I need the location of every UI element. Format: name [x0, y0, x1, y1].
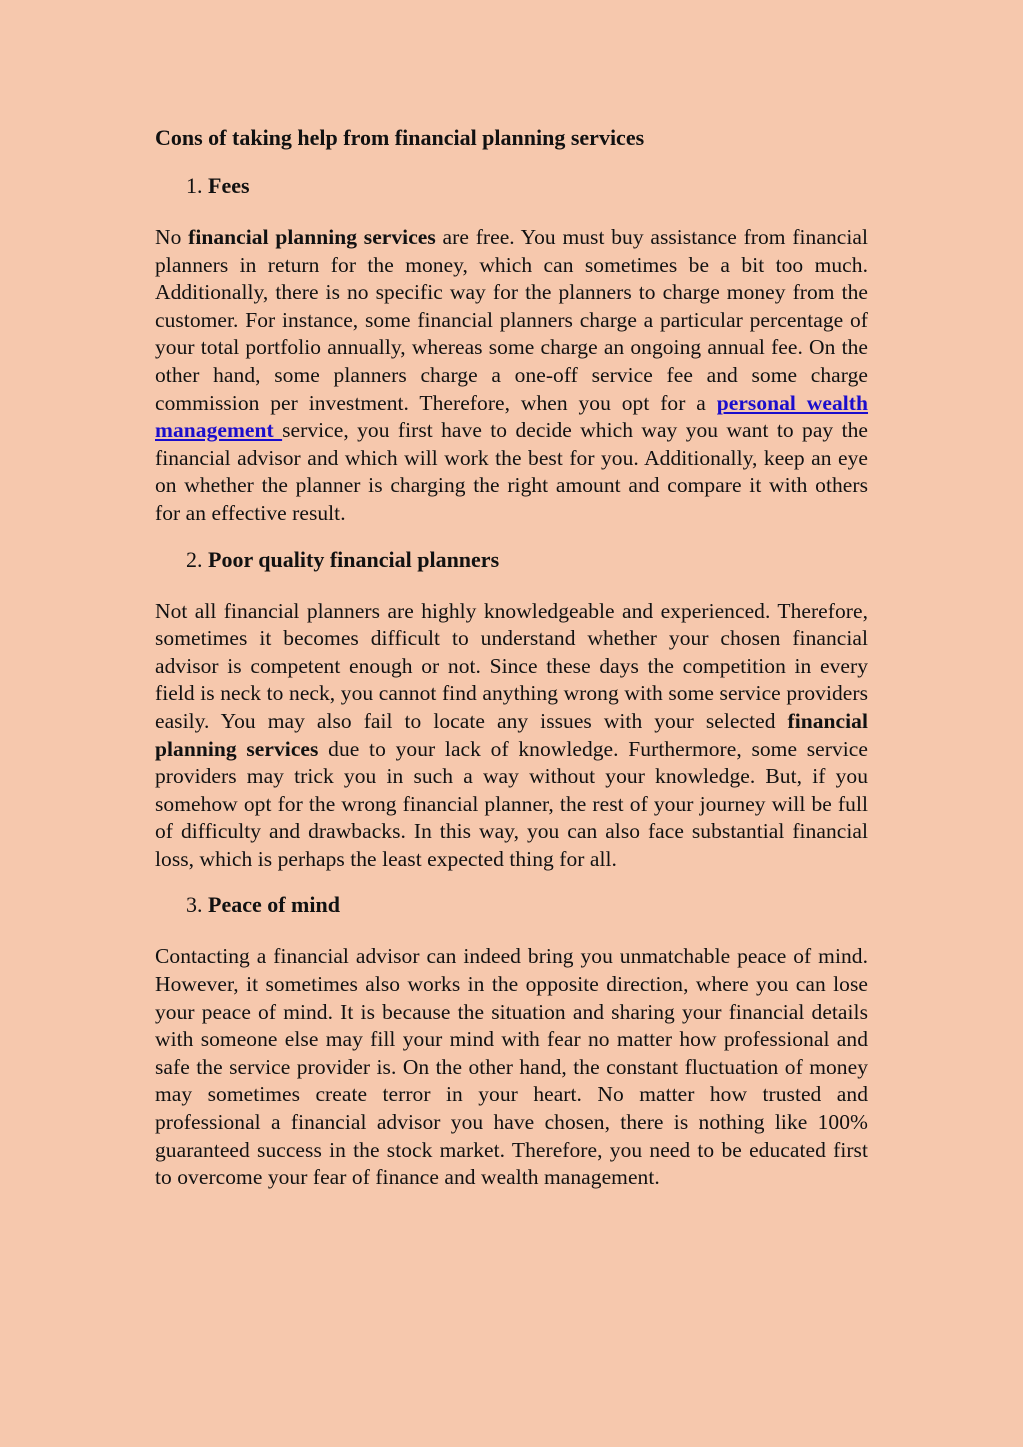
paragraph-text: are free. You must buy assistance from financial planners in return for the money, which can sometimes be a bit too much. Additionally, there is no specific way for the planners to charge money from the customer. For instance, some financial planners charge a particular percentage of your total portfolio annually, whereas some charge an ongoing annual fee. On the other hand, some planners charge a one-off service fee and some charge commission per investment. Therefore, when you opt for a	[155, 225, 868, 415]
paragraph-poor-quality	[155, 598, 868, 874]
section-heading-peace-of-mind	[186, 889, 868, 921]
paragraph-text: Not all financial planners are highly knowledgeable and experienced. Therefore, sometimes it becomes difficult to understand whether your chosen financial advisor is competent enough or not. Since these days the competition in every field is neck to neck, you cannot find anything wrong with some service providers easily. You may also fail to locate any issues with your selected	[155, 598, 868, 733]
paragraph-text: Contacting a financial advisor can indeed bring you unmatchable peace of mind. However, it sometimes also works in the opposite direction, where you can lose your peace of mind. It is because the situation and sharing your financial details with someone else may fill your mind with fear no matter how professional and safe the service provider is. On the other hand, the constant fluctuation of money may sometimes create terror in your heart. No matter how trusted and professional a financial advisor you have chosen, there is nothing like 100% guaranteed success in the stock market. Therefore, you need to be educated first to overcome your fear of finance and wealth management.	[155, 944, 868, 1190]
paragraph-fees	[155, 224, 868, 528]
section-heading-poor-quality	[186, 544, 868, 576]
section-heading-fees	[186, 170, 868, 202]
section-heading-label: Poor quality financial planners	[208, 546, 500, 572]
paragraph-text: service, you first have to decide which way you want to pay the financial advisor and which will work the best for you. Additionally, keep an eye on whether the planner is charging the right amount and compare it with others for an effective result.	[155, 418, 868, 525]
section-heading-label: Fees	[208, 173, 250, 198]
paragraph-peace-of-mind	[155, 943, 868, 1191]
bold-term: financial planning services	[188, 225, 436, 249]
personal-wealth-management-link[interactable]: personal wealth management	[155, 390, 869, 443]
paragraph-text: No	[155, 225, 189, 249]
section-number: 1.	[186, 173, 203, 198]
paragraph-text: due to your lack of knowledge. Furthermore, some service providers may trick you in such a way without your knowledge. But, if you somehow opt for the wrong financial planner, the rest of your journey will be full of difficulty and drawbacks. In this way, you can also face substantial financial loss, which is perhaps the least expected thing for all.	[155, 736, 868, 871]
section-number: 3.	[186, 892, 203, 918]
section-heading-label: Peace of mind	[208, 892, 340, 918]
bold-term: financial planning services	[155, 708, 868, 761]
document-page	[155, 122, 868, 1192]
document-title: Cons of taking help from financial planning services	[155, 125, 645, 150]
section-number: 2.	[186, 546, 203, 572]
